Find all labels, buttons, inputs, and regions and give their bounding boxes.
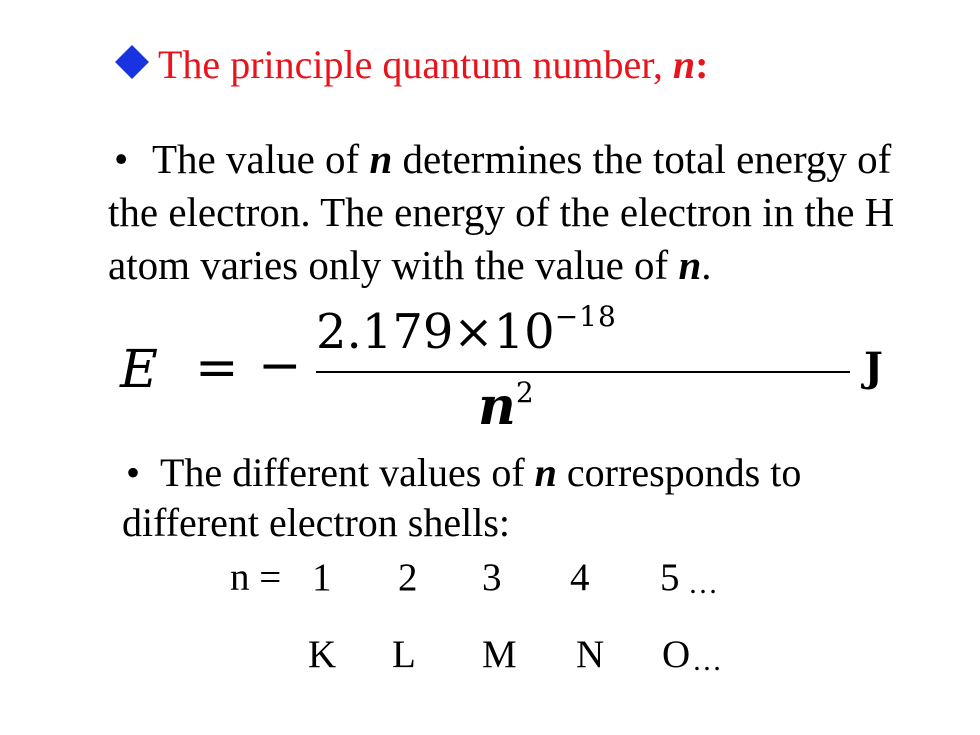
diamond-bullet-icon	[115, 45, 149, 79]
shell-K: K	[308, 633, 337, 676]
formula-denominator-var: n	[478, 376, 516, 437]
energy-formula	[120, 300, 883, 437]
formula-denominator-exp: 2	[515, 376, 534, 409]
shell-O: O	[662, 633, 691, 676]
formula-denominator	[478, 376, 534, 437]
shell-N: N	[576, 633, 605, 676]
heading-colon: :	[695, 42, 709, 87]
para2-text-before: The different values of	[160, 450, 535, 495]
bullet-icon: •	[126, 450, 141, 495]
bullet-icon: •	[114, 136, 129, 182]
para2-variable: n	[534, 450, 557, 495]
formula-lhs: E	[120, 340, 158, 400]
formula-numerator-value: 2.179×10	[316, 304, 555, 360]
n-value-1: 1	[312, 556, 332, 599]
para1-end: .	[701, 242, 712, 288]
energy-paragraph	[108, 133, 908, 292]
formula-numerator	[316, 300, 617, 360]
formula-exponent: −18	[554, 300, 617, 333]
formula-equals: =	[195, 338, 239, 398]
para1-variable: n	[369, 136, 393, 182]
fraction-bar	[316, 371, 850, 373]
heading-text: The principle quantum number,	[158, 42, 673, 87]
shell-L: L	[392, 633, 416, 676]
shell-M: M	[482, 633, 517, 676]
shells-paragraph	[122, 448, 902, 548]
formula-minus: −	[258, 336, 302, 396]
n-ellipsis: …	[688, 567, 718, 600]
shell-ellipsis: …	[692, 644, 722, 677]
para2-text-after: corresponds to different electron shells:	[122, 450, 802, 545]
n-value-2: 2	[398, 556, 418, 599]
heading-variable: n	[672, 42, 696, 87]
para1-text-before: The value of	[152, 136, 370, 182]
n-label: n =	[230, 556, 282, 599]
n-value-5: 5	[660, 556, 680, 599]
para1-variable-2: n	[678, 242, 702, 288]
n-value-3: 3	[482, 556, 502, 599]
slide-heading	[112, 40, 709, 90]
formula-unit: J	[864, 344, 883, 391]
n-value-4: 4	[570, 556, 590, 599]
para1-text-after: determines the total energy of the electron. The energy of the electron in the H atom varies only with the value of	[108, 136, 895, 288]
